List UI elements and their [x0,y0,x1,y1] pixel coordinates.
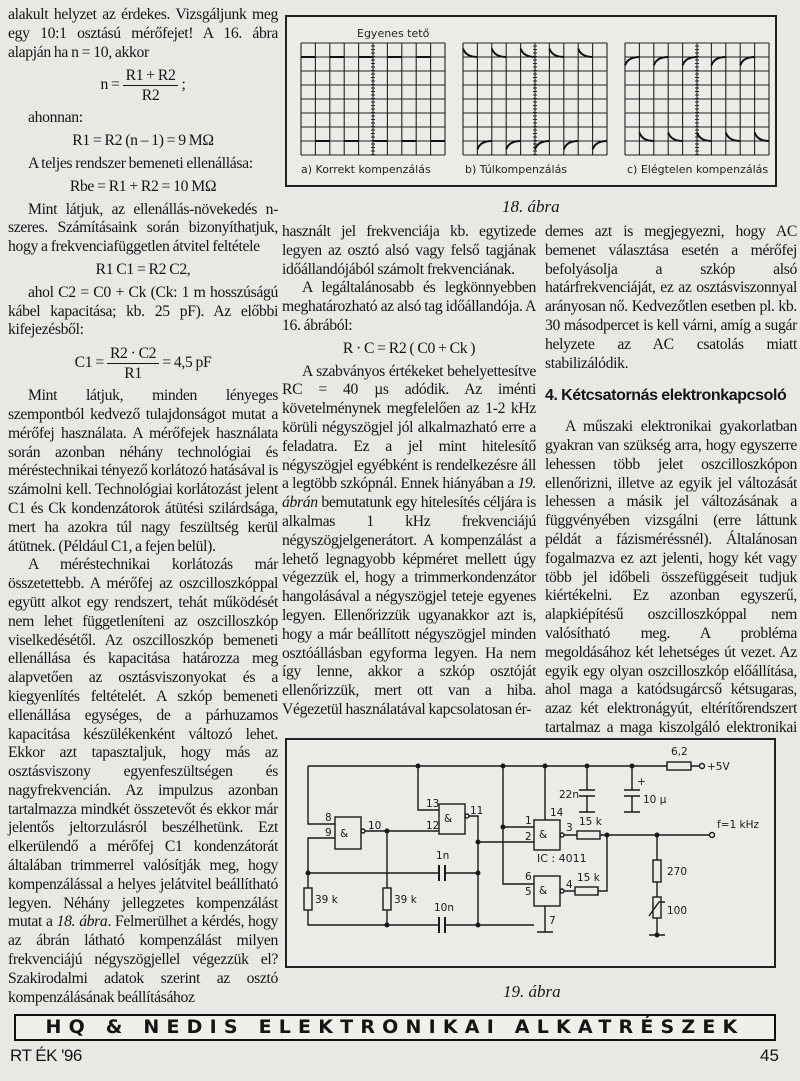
publication-label: RT ÉK '96 [10,1046,82,1065]
inverter-bubble [361,829,365,833]
component-label: 22n [559,789,580,801]
resistor-6-2 [667,762,691,770]
numerator: R1 + R2 [123,66,179,86]
pin-label: 1 [525,815,532,827]
inverter-bubble [465,814,469,818]
pin-label: 4 [566,879,573,891]
component-label: 39 k [315,894,338,906]
paragraph: A legáltalánosabb és legkönnyebben meghatározható az alsó tag időállandója. A 16. ábrából: [282,279,536,334]
fraction [107,344,159,383]
resistor-270 [653,860,661,882]
scope-panel-flat [301,43,445,155]
figure-18-caption: 18. ábra [502,197,560,216]
pin-label: 9 [325,827,332,839]
scope-panel-overshoot [463,43,607,155]
supply-terminal [700,764,705,769]
pin-label: 13 [426,798,440,810]
wire [308,873,534,925]
ic-label: IC : 4011 [537,852,587,865]
supply-label: +5V [707,761,730,773]
pin-label: 10 [368,820,382,832]
panel-label-c: c) Elégtelen kompenzálás [627,163,769,176]
panel-label-b: b) Túlkompenzálás [465,163,568,176]
paragraph: demes azt is megjegyezni, hogy AC bemenet választása esetén a mérőfej befolyásolja a szkóp alsó határfrekvenciáját, ez az osztásviszonnyal arányosan nő. Kedvezőtlen esetben pl. kb. 30 másodpercet is kell várni, amíg a sugár helyzete az AC csatolás miatt stabilizálódik. [545,223,797,372]
paragraph: használt jel frekvenciája kb. egytizede legyen az osztó alsó vagy felső tagjának időállandójából számolt frekvenciának. [282,223,536,278]
paragraph: A teljes rendszer bemeneti ellenállása: [28,154,253,172]
resistor-39k-2 [383,888,391,910]
component-label: 15 k [577,872,600,884]
component-label: 10 µ [643,794,667,806]
text: A méréstechnikai korlátozás már összetettebb. A mérőfej az oszcilloszkóppal együtt alkot egy rendszert, tehát működését nem lehet függetleníteni az oszcilloszkóp viselkedésétől. Az oszcilloszkóp bemeneti ellenállása és kapacitása határozza meg alapvetően az osztásviszonyokat és a kiegyenlítés feltételét. A szkóp bemeneti ellenállása egységes, de a párhuzamos kapacitása készülékenként változó lehet. Ekkor azt tapasztaljuk, hogy más az osztásviszony egyenfeszültségen és nagyfrekvencián. Az impulzus azonban tartalmazza mindkét összetevőt és ekkor már jelentős jeltorzulásról beszélhetünk. Ezt elkerülendő a mérőfej C1 kondenzátorát általában trimmerrel valósítják meg, hogy kompenzálással a helyes jelátvitel beállítható legyen. Néhány jellegzetes kompenzálást mutat a [8,556,278,931]
polarity-plus: + [637,776,646,788]
text: . Felmerülhet a kérdés, hogy az ábrán látható kompenzálást milyen frekvenciájú négyszögjellel végezzük el? Szakirodalmi adatok szerint az osztó kompenzálásának beállításához [8,913,278,1006]
trimmer-arrow [649,902,665,916]
formula-r1: R1 = R2 (n – 1) = 9 MΩ [72,132,214,150]
formula-tail: = 4,5 pF [162,354,212,372]
paragraph: ahonnan: [28,109,83,127]
top-label: Egyenes tető [357,27,430,40]
page-number: 45 [760,1046,779,1065]
figure-19 [285,738,776,968]
formula-tail: ; [181,76,186,94]
figure-18 [285,15,777,187]
advertisement-banner: HQ & NEDIS ELEKTRONIKAI ALKATRÉSZEK [14,1014,776,1041]
output-terminal [710,833,715,838]
inverter-bubble [560,889,564,893]
pin-label: 3 [566,822,573,834]
pin-label: 6 [525,871,532,883]
trimmer-100 [653,897,661,918]
figure-reference: 19. ábrán [282,475,536,512]
middle-column [282,223,536,718]
fraction [123,66,179,105]
wire [649,835,665,935]
paragraph: Mint látjuk, minden lényeges szempontból kedvező tulajdonságot mutat a mérőfej használata. A mérőfejek használata során azonban néhány technológiai és méréstechnikai tényező korlátozó hatásával is számolni kell. Technológiai korlátozást jelent C1 és Ck kondenzátorok átütési szilárdsága, mert ha azokra túl nagy feszültség kerül átütnek. (Például C1, a fejen belül). [8,387,278,555]
resistor-15k-2 [575,887,598,895]
pin-label: 8 [325,812,332,824]
paragraph: ahol C2 = C0 + Ck (Ck: 1 m hosszúságú kábel kapacitása; kb. 25 pF). Az előbbi kifejezésből: [8,283,278,339]
pin-label: 11 [470,805,484,817]
capacitor-10n [439,917,445,933]
figure-reference: 18. ábra [56,913,108,931]
component-label: 100 [667,905,688,917]
left-column [8,6,278,1008]
gate-symbol: & [539,885,548,897]
gate-symbol: & [539,829,548,841]
component-label: 1n [436,850,450,862]
component-label: 270 [667,866,688,878]
pin-label: 5 [525,886,532,898]
text: A szabványos értékeket behelyettesítve RC = 40 µs adódik. Az iménti követelménynek megfelelően az 1-2 kHz körüli négyszögjel jól alkalmazható erre a feladatra. Ez a jel mint hitelesítő négyszögjel egyébként is rendelkezésre áll a legtöbb szkópnál. Ennek hiányában a [282,362,536,493]
formula-lhs: C1 = [74,354,104,372]
capacitor-1n [439,865,445,881]
paragraph [282,363,536,720]
pin-label: 2 [525,831,532,843]
denominator: R2 [141,87,160,105]
inverter-bubble [560,833,564,837]
panel-label-a: a) Korrekt kompenzálás [301,163,431,176]
resistor-39k-1 [304,888,312,910]
wire [469,816,478,925]
capacitor-22n [579,766,595,812]
gate-symbol: & [444,813,453,825]
gate-symbol: & [340,828,349,840]
formula-c1 [8,344,278,383]
paragraph: alakult helyzet az érdekes. Vizsgáljunk meg egy 10:1 osztású mérőfejet! A 16. ábra alapján ha n = 10, akkor [8,6,278,61]
pin-label: 12 [426,820,440,832]
formula-n [8,66,278,105]
formula-rbe: Rbe = R1 + R2 = 10 MΩ [69,177,217,195]
pin-label: 7 [549,915,556,927]
component-label: 15 k [579,816,602,828]
text: bemutatunk egy hitelesítés céljára is alkalmas 1 kHz frekvenciájú négyszögjelgenerátort. A kompenzálást a lehető legnagyobb képméret mellett úgy végezzük el, hogy a trimmerkondenzátor hangolásával a négyszögjel teteje egyenes legyen. Ellenőrizzük ugyanakkor azt is, hogy a már beállított négyszögjel minden osztóállásban egyforma legyen. Ha nem így lenne, akkor a szkóp osztóját ellenőrizzük, mert ott van a hiba. Végezetül használatával kapcsolatosan ér- [282,494,536,718]
pin-label: 14 [550,807,564,819]
resistor-15k-1 [577,831,600,839]
formula-rc: R1 C1 = R2 C2, [95,260,191,278]
denominator: R1 [124,365,142,383]
output-label: f=1 kHz [717,819,759,831]
formula-rc-time: R · C = R2 ( C0 + Ck ) [342,339,476,357]
wire [308,838,335,873]
capacitor-10u [624,766,640,812]
scope-panel-undershoot [625,43,769,155]
circuit-diagram [287,740,774,966]
numerator: R2 · C2 [107,344,159,364]
right-column [545,223,797,736]
paragraph: A műszaki elektronikai gyakorlatban gyakran van szükség arra, hogy egyszerre lehessen több jelet oszcilloszkópon ellenőrizni, illetve az egyik jel változását lehessen a másik jel változásának a függvényében vizsgálni (erre láttunk példát a fázisméréssnél). Általánosan fogalmazva ez azt jelenti, hogy két vagy több jel időbeli összefüggéseit tudjuk kiértékelni. Ez azonban egyszerű, alapkiépítésű oszcilloszkóppal nem valósítható meg. A probléma megoldásához két lehetséges út vezet. Az egyik egy olyan oszcilloszkóp előállítása, ahol maga a katódsugárcső kétsugaras, azaz két elektronágyút, eltérítőrendszert tartalmaz a maga kiszolgáló elektronikai [545,418,797,736]
paragraph [8,556,278,1007]
figure-19-caption: 19. ábra [503,982,561,1001]
paragraph: Mint látjuk, az ellenállás-növekedés n-szeres. Számításaink során bizonyíthatjuk, hogy a frekvenciafüggetlen átvitel feltétele [8,200,278,256]
component-label: 6,2 [671,746,688,758]
component-label: 10n [434,902,455,914]
formula-lhs: n = [100,76,120,94]
component-label: 39 k [394,894,417,906]
section-heading: 4. Kétcsatornás elektronkapcsoló [545,387,787,405]
oscilloscope-figure [287,17,775,185]
